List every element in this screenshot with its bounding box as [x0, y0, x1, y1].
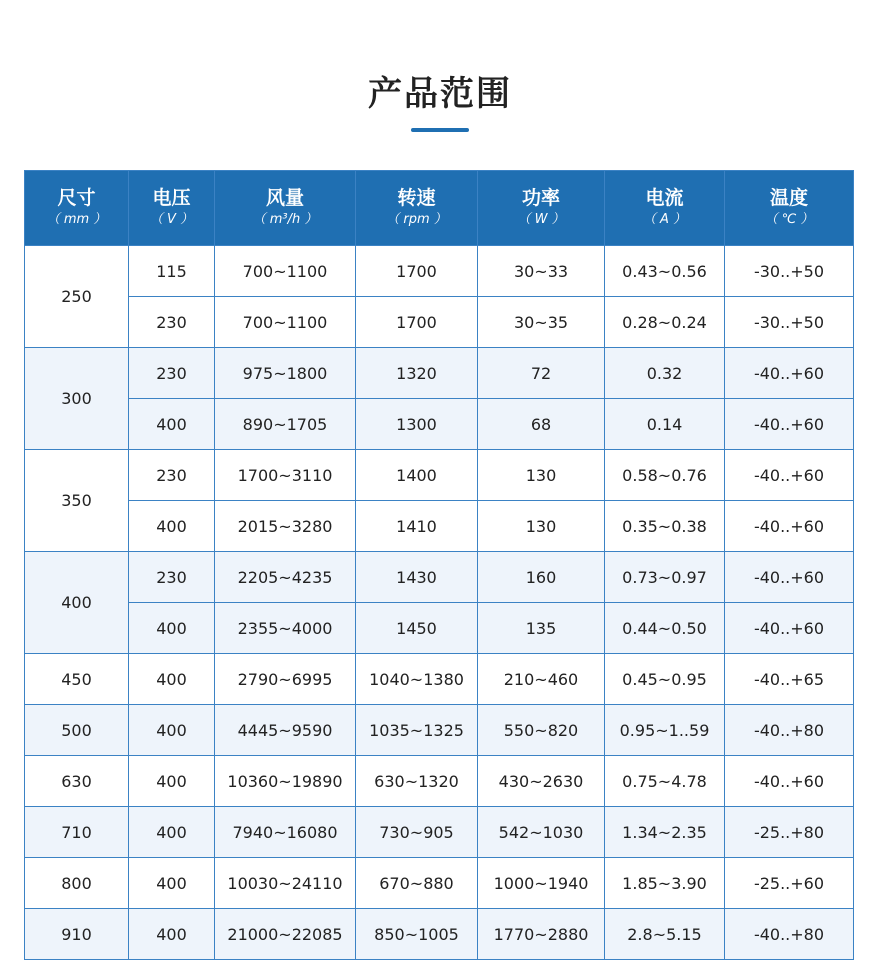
table-row	[25, 450, 854, 501]
cell-size: 450	[25, 654, 129, 705]
cell-power: 130	[478, 501, 605, 552]
cell-speed: 1430	[356, 552, 478, 603]
cell-size: 400	[25, 552, 129, 654]
cell-power: 72	[478, 348, 605, 399]
cell-size: 350	[25, 450, 129, 552]
cell-airflow: 1700~3110	[215, 450, 356, 501]
cell-size: 250	[25, 246, 129, 348]
cell-temperature: -25..+60	[725, 858, 854, 909]
cell-voltage: 400	[129, 858, 215, 909]
title-underline	[411, 128, 469, 132]
column-header-voltage: 电压 （ V ）	[129, 171, 215, 246]
cell-power: 1000~1940	[478, 858, 605, 909]
table-row	[25, 756, 854, 807]
cell-speed: 1400	[356, 450, 478, 501]
cell-current: 2.8~5.15	[605, 909, 725, 960]
table-row	[25, 603, 854, 654]
cell-size: 500	[25, 705, 129, 756]
cell-voltage: 230	[129, 348, 215, 399]
cell-temperature: -40..+60	[725, 603, 854, 654]
table-row	[25, 807, 854, 858]
cell-current: 0.35~0.38	[605, 501, 725, 552]
cell-size: 300	[25, 348, 129, 450]
cell-temperature: -40..+60	[725, 399, 854, 450]
cell-size: 710	[25, 807, 129, 858]
cell-current: 0.75~4.78	[605, 756, 725, 807]
table-header-row	[25, 171, 854, 246]
table-row	[25, 297, 854, 348]
cell-power: 1770~2880	[478, 909, 605, 960]
cell-airflow: 4445~9590	[215, 705, 356, 756]
cell-voltage: 400	[129, 705, 215, 756]
cell-speed: 1450	[356, 603, 478, 654]
product-range-table	[24, 170, 854, 960]
table-row	[25, 705, 854, 756]
cell-voltage: 230	[129, 450, 215, 501]
cell-voltage: 400	[129, 909, 215, 960]
cell-size: 910	[25, 909, 129, 960]
cell-voltage: 400	[129, 807, 215, 858]
cell-voltage: 400	[129, 603, 215, 654]
table-row	[25, 501, 854, 552]
cell-power: 160	[478, 552, 605, 603]
table-row	[25, 909, 854, 960]
cell-size: 630	[25, 756, 129, 807]
cell-temperature: -40..+60	[725, 756, 854, 807]
cell-voltage: 230	[129, 552, 215, 603]
cell-power: 68	[478, 399, 605, 450]
cell-airflow: 21000~22085	[215, 909, 356, 960]
cell-current: 0.32	[605, 348, 725, 399]
cell-current: 0.95~1..59	[605, 705, 725, 756]
cell-size: 800	[25, 858, 129, 909]
column-header-airflow: 风量 （ m³/h ）	[215, 171, 356, 246]
cell-speed: 1700	[356, 246, 478, 297]
cell-speed: 730~905	[356, 807, 478, 858]
cell-current: 0.45~0.95	[605, 654, 725, 705]
cell-voltage: 400	[129, 756, 215, 807]
cell-temperature: -40..+60	[725, 501, 854, 552]
cell-power: 30~35	[478, 297, 605, 348]
cell-current: 0.43~0.56	[605, 246, 725, 297]
cell-voltage: 400	[129, 654, 215, 705]
cell-voltage: 230	[129, 297, 215, 348]
column-header-power: 功率 （ W ）	[478, 171, 605, 246]
cell-temperature: -40..+60	[725, 348, 854, 399]
table-row	[25, 348, 854, 399]
cell-current: 0.58~0.76	[605, 450, 725, 501]
cell-speed: 850~1005	[356, 909, 478, 960]
cell-temperature: -40..+80	[725, 909, 854, 960]
cell-temperature: -30..+50	[725, 297, 854, 348]
cell-current: 0.14	[605, 399, 725, 450]
cell-airflow: 700~1100	[215, 246, 356, 297]
cell-airflow: 7940~16080	[215, 807, 356, 858]
cell-speed: 1300	[356, 399, 478, 450]
cell-current: 0.44~0.50	[605, 603, 725, 654]
cell-speed: 670~880	[356, 858, 478, 909]
cell-airflow: 2015~3280	[215, 501, 356, 552]
cell-current: 1.34~2.35	[605, 807, 725, 858]
column-header-temperature: 温度 （ ℃ ）	[725, 171, 854, 246]
cell-airflow: 2790~6995	[215, 654, 356, 705]
cell-speed: 1035~1325	[356, 705, 478, 756]
cell-power: 30~33	[478, 246, 605, 297]
cell-temperature: -40..+60	[725, 450, 854, 501]
page-title: 产品范围	[368, 74, 512, 114]
cell-current: 0.28~0.24	[605, 297, 725, 348]
cell-temperature: -40..+60	[725, 552, 854, 603]
cell-voltage: 115	[129, 246, 215, 297]
cell-airflow: 975~1800	[215, 348, 356, 399]
cell-airflow: 10360~19890	[215, 756, 356, 807]
cell-power: 135	[478, 603, 605, 654]
cell-airflow: 10030~24110	[215, 858, 356, 909]
table-row	[25, 858, 854, 909]
cell-voltage: 400	[129, 399, 215, 450]
cell-speed: 1320	[356, 348, 478, 399]
cell-voltage: 400	[129, 501, 215, 552]
cell-speed: 1040~1380	[356, 654, 478, 705]
table-row	[25, 552, 854, 603]
table-row	[25, 399, 854, 450]
column-header-size: 尺寸 （ mm ）	[25, 171, 129, 246]
cell-temperature: -25..+80	[725, 807, 854, 858]
cell-temperature: -30..+50	[725, 246, 854, 297]
cell-airflow: 700~1100	[215, 297, 356, 348]
cell-power: 550~820	[478, 705, 605, 756]
cell-airflow: 2355~4000	[215, 603, 356, 654]
cell-temperature: -40..+65	[725, 654, 854, 705]
table-row	[25, 654, 854, 705]
cell-current: 1.85~3.90	[605, 858, 725, 909]
cell-airflow: 890~1705	[215, 399, 356, 450]
column-header-speed: 转速 （ rpm ）	[356, 171, 478, 246]
column-header-current: 电流 （ A ）	[605, 171, 725, 246]
cell-temperature: -40..+80	[725, 705, 854, 756]
cell-power: 210~460	[478, 654, 605, 705]
cell-power: 130	[478, 450, 605, 501]
cell-current: 0.73~0.97	[605, 552, 725, 603]
cell-power: 542~1030	[478, 807, 605, 858]
table-row	[25, 246, 854, 297]
cell-speed: 1700	[356, 297, 478, 348]
cell-speed: 1410	[356, 501, 478, 552]
cell-speed: 630~1320	[356, 756, 478, 807]
cell-airflow: 2205~4235	[215, 552, 356, 603]
cell-power: 430~2630	[478, 756, 605, 807]
